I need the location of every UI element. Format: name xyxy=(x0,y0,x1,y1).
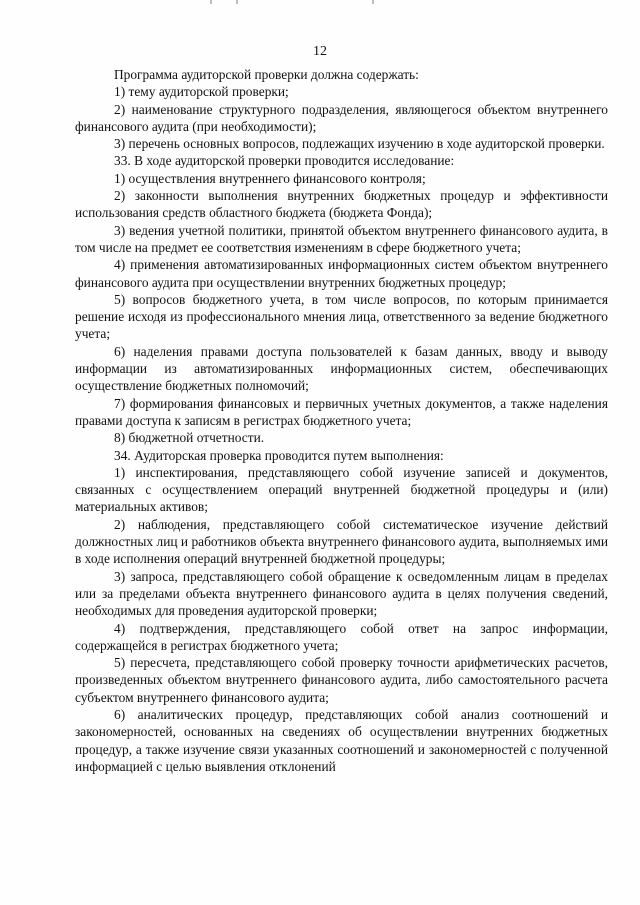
paragraph: 4) применения автоматизированных информационных систем объектом внутреннего финансового аудита при осуществлении внутренних бюджетных процедур; xyxy=(75,257,608,290)
paragraph: 8) бюджетной отчетности. xyxy=(114,430,265,446)
scan-artifact xyxy=(372,0,374,4)
paragraph: 2) законности выполнения внутренних бюджетных процедур и эффективности использования средств областного бюджета (бюджета Фонда); xyxy=(75,188,608,221)
paragraph: 6) наделения правами доступа пользователей к базам данных, вводу и выводу информации из автоматизированных информационных систем, обеспечивающих осуществление бюджетных полномочий; xyxy=(75,343,608,394)
section-heading: 34. Аудиторская проверка проводится путем выполнения: xyxy=(114,447,444,463)
document-body xyxy=(75,66,608,775)
paragraph: 6) аналитических процедур, представляющих собой анализ соотношений и закономерностей, основанных на сведениях об осуществлении внутренних бюджетных процедур, а также изучение связи указанных соотношений и закономерностей с полученной информацией с целью выявления отклонений xyxy=(75,706,608,774)
paragraph: 3) перечень основных вопросов, подлежащих изучению в ходе аудиторской проверки. xyxy=(114,136,605,152)
paragraph: 1) осуществления внутреннего финансового контроля; xyxy=(114,170,426,186)
paragraph: 5) вопросов бюджетного учета, в том числе вопросов, по которым принимается решение исходя из профессионального мнения лица, ответственного за ведение бюджетного учета; xyxy=(75,291,608,342)
paragraph: 2) наименование структурного подразделения, являющегося объектом внутреннего финансового аудита (при необходимости); xyxy=(75,101,608,134)
paragraph: Программа аудиторской проверки должна содержать: xyxy=(114,67,419,82)
scan-artifact xyxy=(210,0,212,4)
paragraph: 5) пересчета, представляющего собой проверку точности арифметических расчетов, произведенных объектом внутреннего финансового аудита, либо самостоятельного расчета субъектом внутреннего финансового аудита; xyxy=(75,655,608,705)
paragraph: 1) инспектирования, представляющего собой изучение записей и документов, связанных с осуществлением операций внутренней бюджетной процедуры и (или) материальных активов; xyxy=(75,464,608,515)
section-heading: 33. В ходе аудиторской проверки проводится исследование: xyxy=(114,153,455,169)
paragraph: 4) подтверждения, представляющего собой ответ на запрос информации, содержащейся в регистрах бюджетного учета; xyxy=(75,620,608,653)
page-number: 12 xyxy=(313,44,327,59)
paragraph: 3) запроса, представляющего собой обращение к осведомленным лицам в пределах или за пределами объекта внутреннего финансового аудита в целях получения сведений, необходимых для проведения аудиторской проверки; xyxy=(75,568,608,619)
paragraph: 2) наблюдения, представляющего собой систематическое изучение действий должностных лиц и работников объекта внутреннего финансового аудита, выполняемых ими в ходе исполнения операций внутренней бюджетной процедуры; xyxy=(75,516,608,567)
scan-artifact xyxy=(236,0,238,4)
paragraph: 1) тему аудиторской проверки; xyxy=(114,84,289,100)
paragraph: 7) формирования финансовых и первичных учетных документов, а также наделения правами доступа к записям в регистрах бюджетного учета; xyxy=(75,395,608,428)
paragraph: 3) ведения учетной политики, принятой объектом внутреннего финансового аудита, в том числе на предмет ее соответствия изменениям в сфере бюджетного учета; xyxy=(75,222,608,255)
